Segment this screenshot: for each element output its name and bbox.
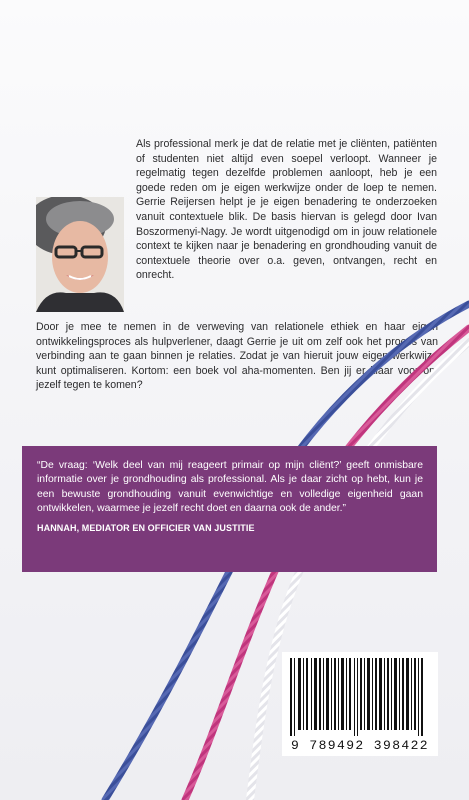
isbn-number: 9 789492 398422: [290, 738, 430, 753]
barcode: [282, 652, 438, 756]
quote-box: [22, 446, 437, 572]
intro-paragraph: Als professional merk je dat de relatie met je cliënten, patiënten of studenten niet altijd even soepel verloopt. Wanneer je regelmatig tegen dezelfde problemen aanloopt, heb je een goede reden om je eigen werkwijze onder de loep te nemen. Gerrie Reijersen helpt je je eigen benadering te onderzoeken vanuit contextuele blik. De basis hiervan is gelegd door Ivan Boszormenyi-Nagy. Je wordt uitgenodigd om in jouw relationele context te kijken naar je benadering en grondhouding vanuit de contextuele theorie over o.a. geven, ontvangen, recht en onrecht.: [136, 138, 437, 282]
description-paragraph: Door je mee te nemen in de verweving van relationele ethiek en haar eigen ontwikkelingsproces als hulpverlener, daagt Gerrie je uit om zelf ook het proces van verbinding aan te gaan binnen je relaties. Zodat je van hieruit jouw eigen werkwijze kunt optimaliseren. Kortom: een boek vol aha-momenten. Ben jij er klaar voor om jezelf tegen te komen?: [36, 321, 438, 392]
barcode-bars: [282, 652, 438, 738]
quote-text: “De vraag: ‘Welk deel van mij reageert primair op mijn cliënt?’ geeft onmisbare informatie over je grondhouding als professional. Als je daar zicht op hebt, kun je een bewuste grondhouding vanuit evenwichtige en volledige eigenheid gaan ontwikkelen, waarmee je jezelf recht doet en daarna ook de ander.”: [37, 460, 423, 515]
intro-text: [136, 137, 437, 283]
quote-attribution: HANNAH, MEDIATOR EN OFFICIER VAN JUSTITIE: [37, 522, 255, 533]
